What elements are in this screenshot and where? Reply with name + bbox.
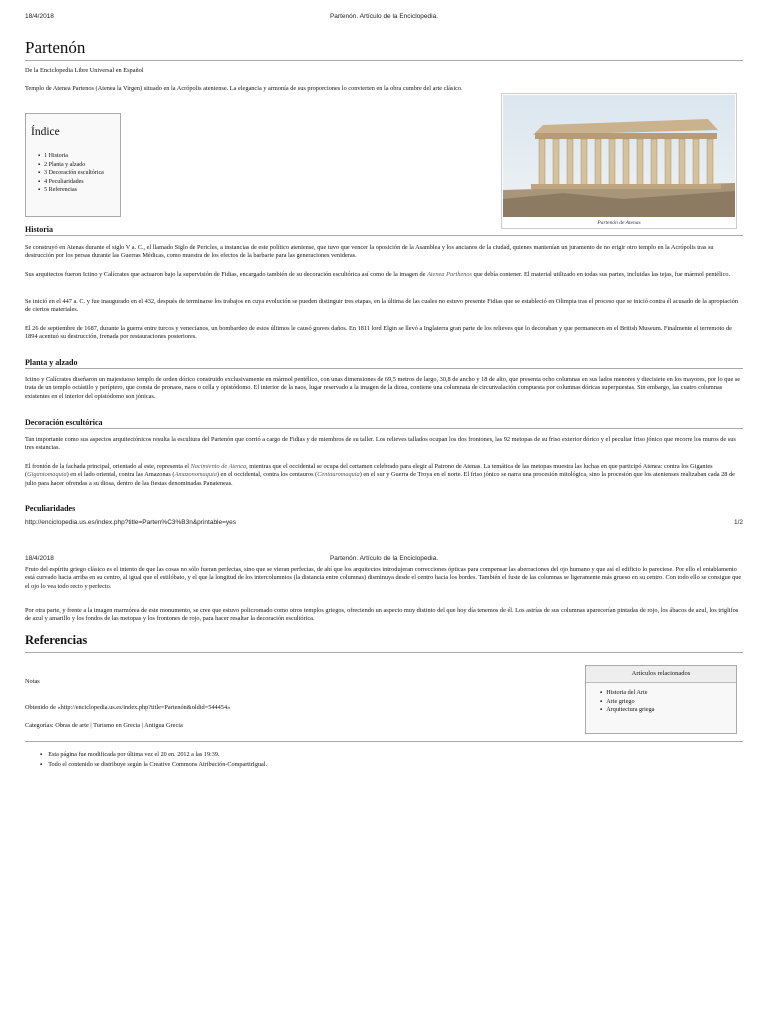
divider — [25, 428, 743, 429]
footer-note: ▪ Esta página fue modificada por última vez el 20 en. 2012 a las 19:39. — [40, 750, 267, 760]
related-link-arquitectura-griega[interactable]: ▪ Arquitectura griega — [600, 706, 736, 715]
related-link-historia-arte[interactable]: ▪ Historia del Arte — [600, 689, 736, 698]
categories-line[interactable]: Categorías: Obras de arte | Turismo en Grecia | Antigua Grecia — [25, 722, 183, 729]
heading-historia: Historia — [25, 225, 53, 234]
parthenon-image — [501, 93, 737, 229]
print-date: 18/4/2018 — [25, 13, 54, 20]
toc-item-planta[interactable]: ▪ 2 Planta y alzado — [38, 161, 104, 170]
related-link-arte-griego[interactable]: ▪ Arte griego — [600, 698, 736, 707]
divider — [25, 741, 743, 742]
toc-item-referencias[interactable]: ▪ 5 Referencias — [38, 186, 104, 195]
divider — [25, 235, 743, 236]
title-divider — [25, 60, 743, 61]
historia-p1: Se construyó en Atenas durante el siglo V a. C., el llamado Siglo de Pericles, a instancias de este político ateniense, que tuvo que vencer la oposición de la Asamblea y los ancianos de la ciudad, quienes mantenían un juramento de no erigir otro templo en la Acrópolis tras su destrucción por los persas durante las Guerras Médicas, como muestra de los efectos de la barbarie para las generaciones venideras. — [25, 244, 714, 260]
related-title: Artículos relacionados — [586, 666, 736, 683]
decoracion-p2: El frontón de la fachada principal, orientado al este, representa el Nacimiento de Atenea, mientras que el occidental se ocupa del certamen celebrado para elegir al Patrono de Atenas. La temática de las metopas muestra las luchas en que participó Atenea: contra los Gigantes (Gigantomaquia) en el lado oriental, contra las Amazonas (Amazonomaquia) en el occidental, contra los centauros (Centauromaquia) en el sur y Guerra de Troya en el norte. El friso jónico se narra una procesión mitológica, sino la procesión que los atenienses realizaban cada 28 de julio para hacer ofrendas a su diosa, dentro de las fiestas denominadas Panateneas. — [25, 463, 735, 487]
footer-notes — [40, 750, 267, 769]
heading-decoracion: Decoración escultórica — [25, 418, 103, 427]
peculiaridades-p2: Por otra parte, y frente a la imagen marmórea de este monumento, se cree que estuvo policromado como otros templos griegos, ofreciendo un aspecto muy distinto del que hoy día tenemos de él. Los astrías de sus columnas aparecerían pintadas de rojo, los ábacos de azul, los triglifos de azul y amarillo y los fondos de las metopas y los frontones de rojo, para hacer resaltar la decoración escultórica. — [25, 607, 739, 623]
print-title-2: Partenón. Artículo de la Enciclopedia. — [329, 555, 439, 562]
intro-text: Templo de Atenea Partenos (Atenea la Virgen) situado en la Acrópolis ateniense. La elegancia y armonía de sus proporciones lo convierten en la obra cumbre del arte clásico. — [25, 85, 463, 92]
toc-item-historia[interactable]: ▪ 1 Historia — [38, 152, 104, 161]
divider — [25, 368, 743, 369]
source-line: De la Enciclopedia Libre Universal en Español — [25, 67, 144, 74]
historia-p2: Sus arquitectos fueron Ictino y Calícrates que actuaron bajo la supervisión de Fidias, encargado también de su decoración escultórica así como de la imagen de Atenea Parthenos que debía contener. El material utilizado en todas sus partes, incluidas las tejas, fue mármol pentélico. — [25, 271, 731, 278]
historia-p4: El 26 de septiembre de 1687, durante la guerra entre turcos y venecianos, un bombardeo de estos últimos le causó graves daños. En 1811 lord Elgin se llevó a Inglaterra gran parte de los relieves que lo decoraban y que permanecen en el British Museum. Finalmente el terremoto de 1894 acentuó su destrucción, frenada por restauraciones posteriores. — [25, 325, 732, 341]
footer-note: ▪ Todo el contenido se distribuye según la Creative Commons Atribución-CompartirIgual. — [40, 760, 267, 770]
related-articles-box — [585, 665, 737, 734]
table-of-contents — [25, 113, 121, 217]
decoracion-p1: Tan importante como sus aspectos arquitectónicos resulta la escultura del Partenón que corrió a cargo de Fidias y de miembros de su taller. Los relieves tallados ocupan los dos frontones, las 92 metopas de su friso exterior dórico y el peculiar friso jónico que recorre los muros de sus tres estancias. — [25, 436, 736, 452]
toc-item-peculiaridades[interactable]: ▪ 4 Peculiaridades — [38, 178, 104, 187]
notas-label: Notas — [25, 678, 40, 685]
page-number: 1/2 — [733, 519, 743, 526]
heading-referencias: Referencias — [25, 633, 88, 647]
toc-item-decoracion[interactable]: ▪ 3 Decoración escultórica — [38, 169, 104, 178]
divider — [25, 652, 743, 653]
print-url: http://enciclopedia.us.es/index.php?title=Parten%C3%B3n&printable=yes — [25, 519, 237, 526]
historia-p3: Se inició en el 447 a. C. y fue inaugurado en el 432, después de terminarse los trabajos en cuya evolución se pueden distinguir tres etapas, en la última de las cuales no estuvo presente Fidias que se estableció en Olimpia tras el proceso que se inició contra él acusado de la apropiación de ciertos materiales. — [25, 298, 739, 314]
print-date-2: 18/4/2018 — [25, 555, 54, 562]
heading-planta: Planta y alzado — [25, 358, 78, 367]
planta-p1: Ictino y Calícrates diseñaron un majestuoso templo de orden dórico construido exclusivamente en mármol pentélico, con unas dimensiones de 69,5 metros de largo, 30,8 de ancho y 18 de alto, que presenta ocho columnas en sus lados menores y diecisiete en los mayores, por lo que se trata de un templo octástilo y períptero, que consta de pronaos, naos o cella y opistódomo. El interior de la naos, lugar reservado a la imagen de la diosa, contiene una columnata de circunvalación compuesta por columnas dóricas superpuestas. Sin embargo, las cuatro columnas existentes en el interior del opistódomo son jónicas. — [25, 376, 741, 400]
page-title: Partenón — [25, 38, 86, 57]
print-title: Partenón. Artículo de la Enciclopedia. — [329, 13, 439, 20]
heading-peculiaridades: Peculiaridades — [25, 504, 76, 513]
peculiaridades-p1: Fruto del espíritu griego clásico es el intento de que las cosas no sólo fueran perfectas, sino que se vieran perfectas, de ahí que los arquitectos introdujeran correcciones ópticas para compensar las aberraciones del ojo humano y que así el edificio lo pareciese. Por ello el entablamento está curvado hacia arriba en su centro, al igual que el estilóbato, y el que la longitud de los intercolumnios (la distancia entre columnas) disminuya desde el centro hacia los bordes. También el fuste de las columnas se ligeramente más grueso en su centro. Con todo ello se consigue que el ojo lo vea todo recto y perfecto. — [25, 566, 742, 590]
image-caption: Partenón de Atenas — [597, 220, 641, 226]
toc-title: Índice — [31, 126, 60, 138]
obtained-from-link[interactable]: Obtenido de «http://enciclopedia.us.es/index.php?title=Partenón&oldid=544454» — [25, 704, 231, 711]
